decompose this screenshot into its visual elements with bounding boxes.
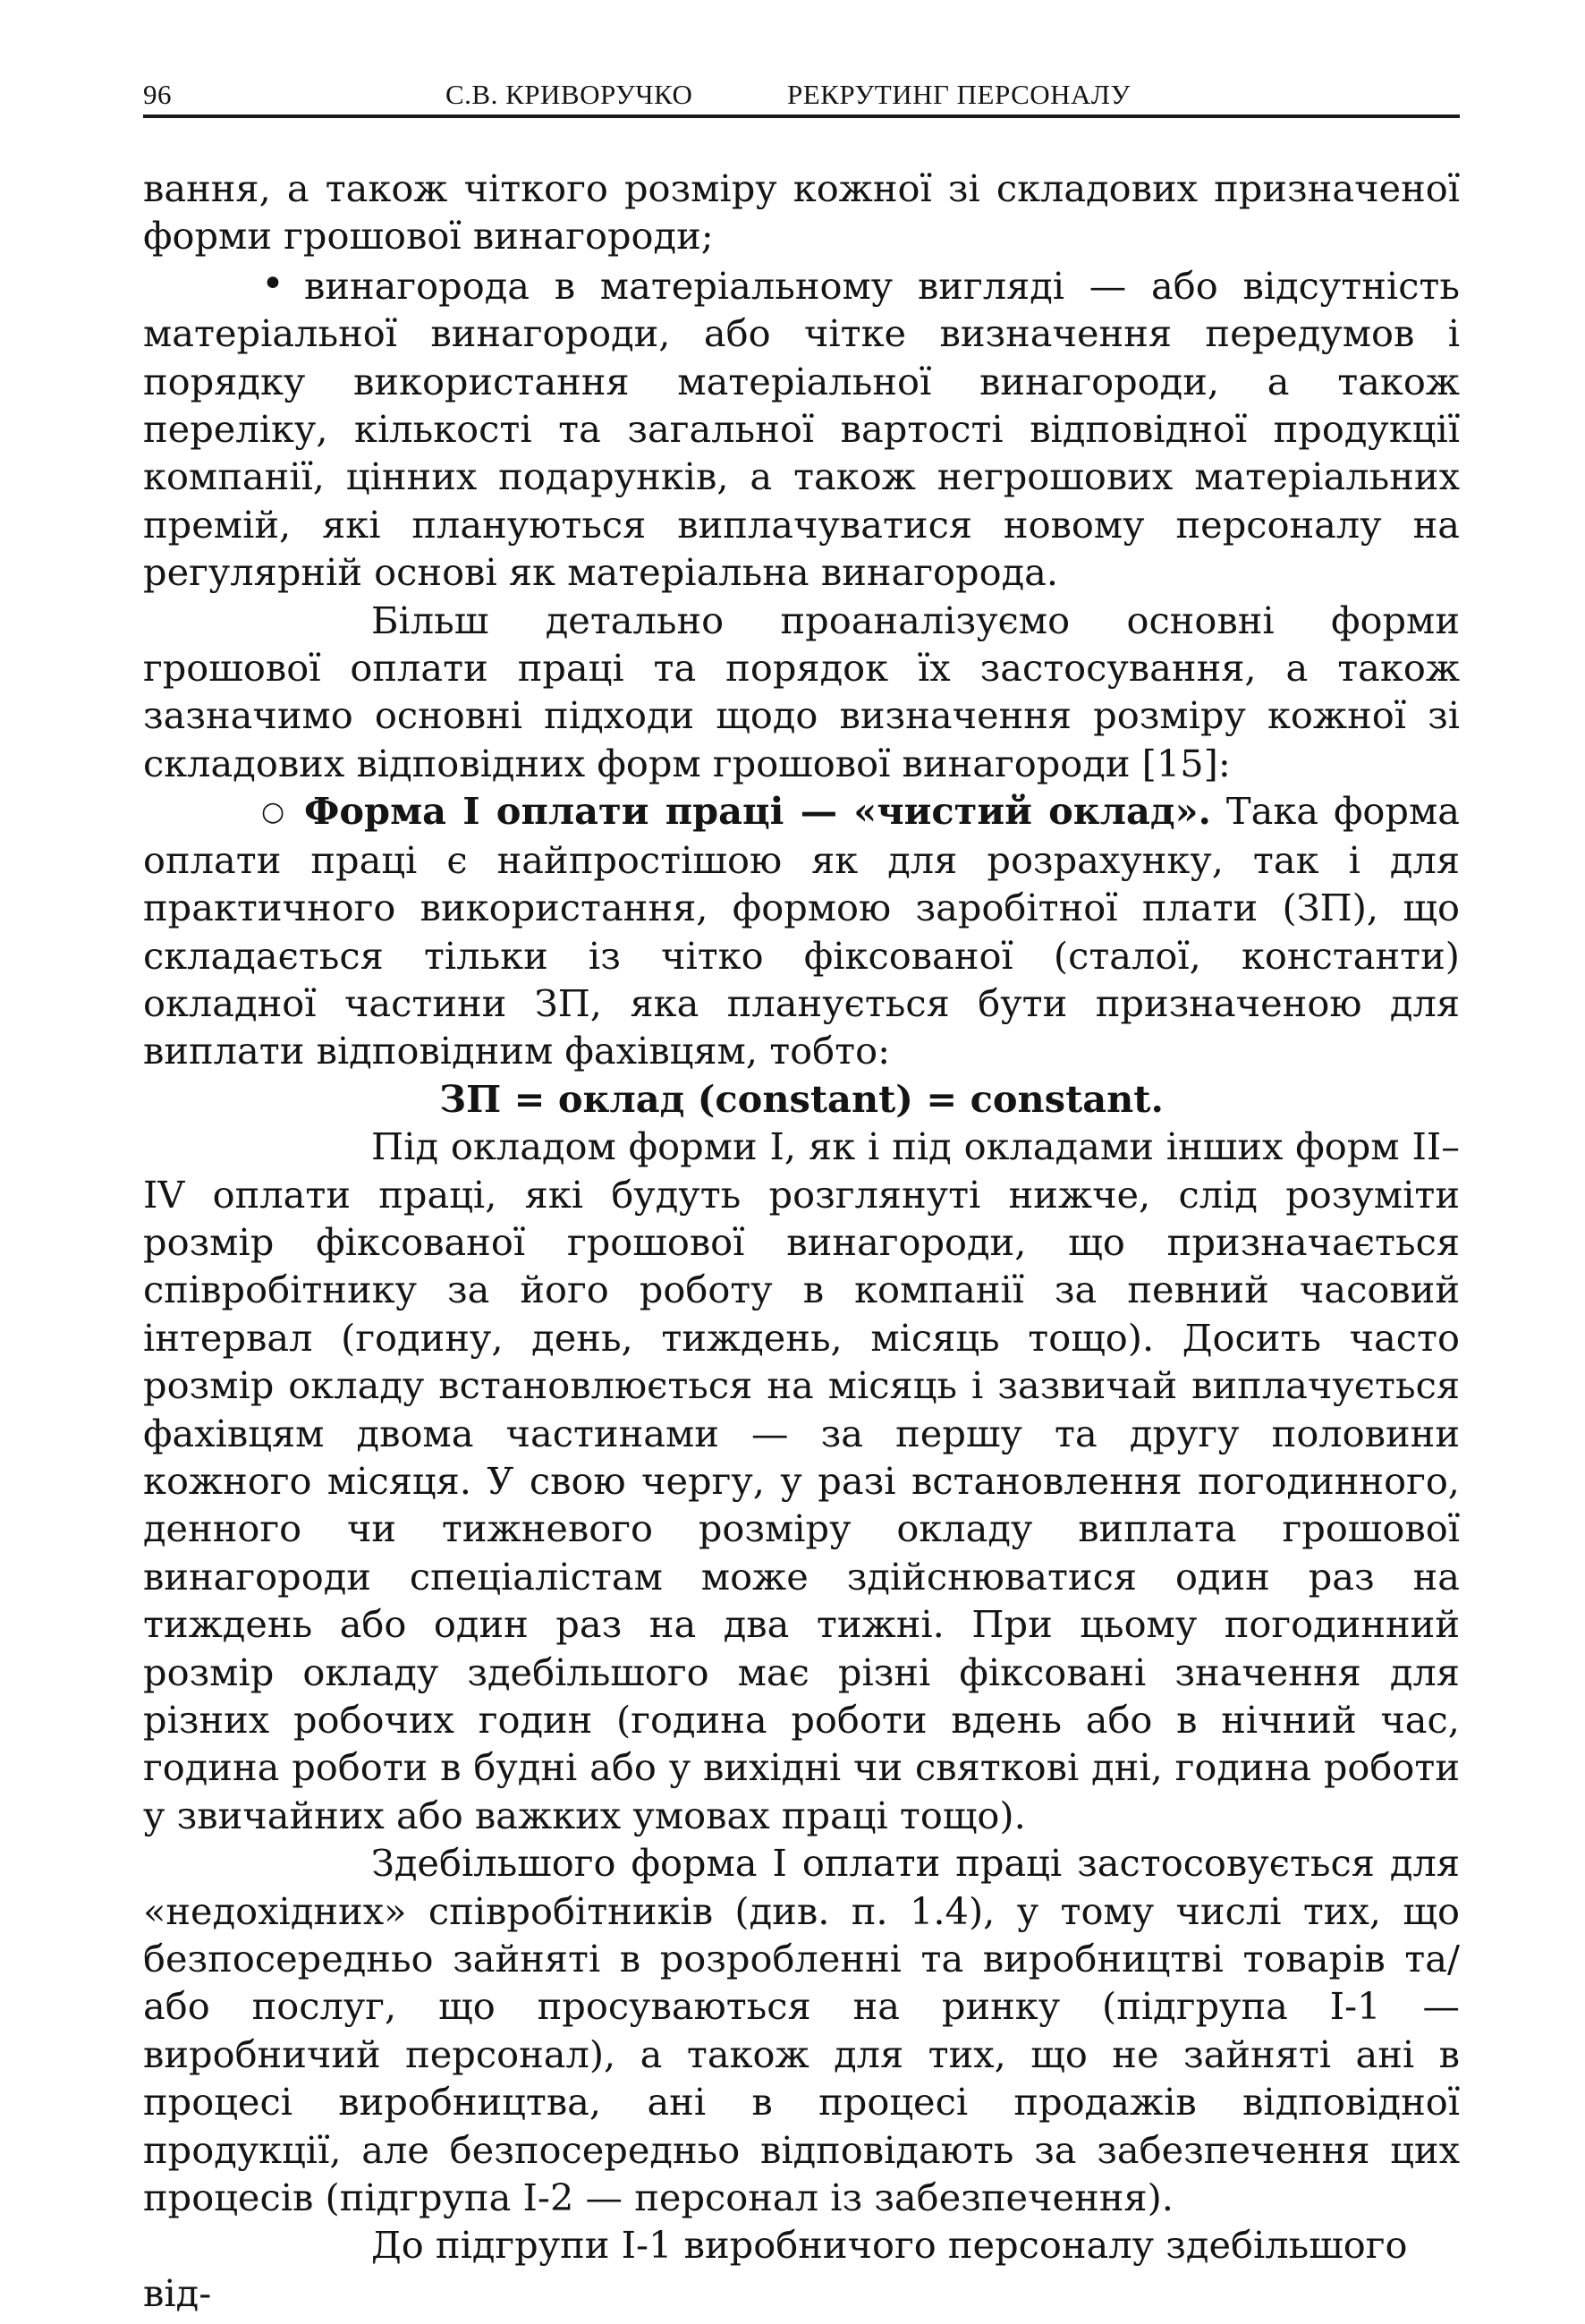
bullet-dot-icon: •: [261, 260, 284, 307]
body-text: [143, 165, 1460, 2317]
paragraph-subgroup: До підгрупи І-1 виробничого персоналу здебільшого від-: [143, 2223, 1408, 2315]
bullet-circle-icon: ○: [261, 796, 285, 828]
paragraph-continuation: вання, а також чіткого розміру кожної зі складових призначеної форми грошової винагороди;: [143, 166, 1460, 259]
header-book-title: РЕКРУТИНГ ПЕРСОНАЛУ: [787, 79, 1131, 110]
bullet-item-material-reward: [143, 260, 1460, 597]
form-one-heading: Форма І оплати праці — «чистий оклад».: [304, 789, 1211, 834]
header-author: С.В. КРИВОРУЧКО: [445, 79, 693, 110]
bullet-item-form-one: [143, 787, 1460, 1074]
document-page: [143, 0, 1460, 2324]
paragraph-form-one-usage: Здебільшого форма І оплати праці застосовується для «недохідних» співробітників (див. п. 1.4), у тому числі тих, що безпосередньо зайняті в розробленні та виробництві товарів та/або послуг, що просуваються на ринку (підгрупа І-1 — виробничий персонал), а також для тих, що не зайняті ані в процесі виробництва, ані в процесі продажів відповідної продукції, але безпосередньо відповідають за забезпечення цих процесів (підгрупа І-2 — персонал із забезпечення).: [143, 1841, 1460, 2220]
running-header: [143, 75, 1460, 118]
page-number: 96: [143, 79, 172, 110]
form-one-description: Така форма оплати праці є найпростішою як для розрахунку, так і для практичного використання, формою заробітної плати (ЗП), що складається тільки із чітко фіксованої (сталої, константи) окладної частини ЗП, яка планується бути призначеною для виплати відповідним фахівцям, тобто:: [143, 789, 1460, 1073]
paragraph-intro-forms: Більш детально проаналізуємо основні форми грошової оплати праці та порядок їх застосування, а також зазначимо основні підходи щодо визначення розміру кожної зі складових відповідних форм грошової винагороди [15]:: [143, 598, 1460, 785]
bullet-item-text: винагорода в матеріальному вигляді — або відсутність матеріальної винагороди, або чітке визначення передумов і порядку використання матеріальної винагороди, а також переліку, кількості та загальної вартості відповідної продукції компанії, цінних подарунків, а також негрошових матеріальних премій, які плануються виплачуватися новому персоналу на регулярній основі як матеріальна винагорода.: [143, 263, 1460, 595]
paragraph-salary-definition: Під окладом форми І, як і під окладами інших форм ІІ–IV оплати праці, які будуть розглянуті нижче, слід розуміти розмір фіксованої грошової винагороди, що призначається співробітнику за його роботу в компанії за певний часовий інтервал (годину, день, тиждень, місяць тощо). Досить часто розмір окладу встановлюється на місяць і зазвичай виплачується фахівцям двома частинами — за першу та другу половини кожного місяця. У свою чергу, у разі встановлення погодинного, денного чи тижневого розміру окладу виплата грошової винагороди спеціалістам може здійснюватися один раз на тиждень або один раз на два тижні. При цьому погодинний розмір окладу здебільшого має різні фіксовані значення для різних робочих годин (година роботи вдень або в нічний час, година роботи в будні або у вихідні чи святкові дні, година роботи у звичайних або важких умовах праці тощо).: [143, 1124, 1460, 1837]
salary-formula: ЗП = оклад (constant) = constant.: [439, 1076, 1164, 1121]
